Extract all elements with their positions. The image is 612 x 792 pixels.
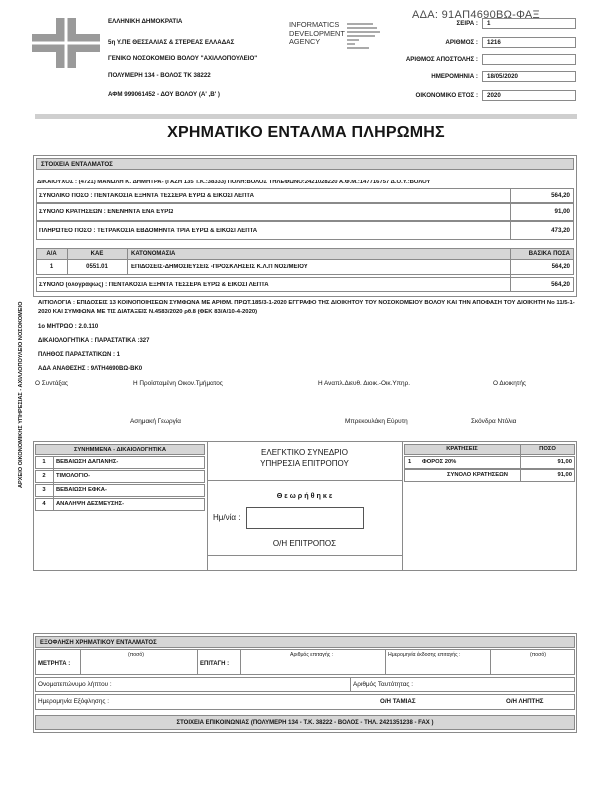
signature-title-deputy-director: Η Αναπλ.Διευθ. Διοικ.-Οικ.Υπηρ. (318, 380, 410, 387)
audit-signer: Ο/Η ΕΠΙΤΡΟΠΟΣ (272, 539, 337, 548)
signature-name-finance-head: Ασημακή Γεωργία (130, 418, 181, 425)
total-amount-value: 564,20 (551, 192, 570, 199)
items-col-description: ΚΑΤΟΝΟΜΑΣΙΑ (131, 251, 176, 257)
item-index: 1 (49, 264, 54, 270)
justification-text: ΑΙΤΙΟΛΟΓΙΑ : ΕΠΙΔΟΣΕΙΣ 13 ΚΟΙΝΟΠΟΙΗΣΕΩΝ ΣΥΜΦΩΝΑ ΜΕ ΑΡΙΘΜ. ΠΡΩΤ.185/3-1-2020 ΕΓΓΡΑΦΟ ΤΗΣ ΔΙΟΙΚΗΤΟΥ ΤΟΥ ΝΟΣΟΚΟΜΕΙΟΥ ΒΟΛΟΥ ΚΑΙ ΤΗΝ ΑΠΟΦΑΣΗ ΤΟΥ ΔΙΟΙΚΗΤΗ Νο 11/5-1-2020 ΚΑΙ ΣΥΜΦΩΝΑ ΜΕ ΤΙΣ ΔΙΑΤΑΞΕΙΣ Ν.4583/2020 ρθ.8 (ΦΕΚ 83/Α/10-4-2020) (38, 300, 575, 315)
attachments-heading: ΣΥΝΗΜΜΕΝΑ - ΔΙΚΑΙΟΛΟΓΗΤΙΚΑ (35, 444, 205, 455)
hospital-cross-logo-icon (32, 18, 100, 68)
attachment-text: ΤΙΜΟΛΟΓΙΟ- (56, 473, 91, 479)
items-col-amount: ΒΑΣΙΚΑ ΠΟΣΑ (528, 251, 570, 257)
items-col-kae: ΚΑΕ (90, 251, 104, 257)
header-line-taxid: ΑΦΜ 999061452 - ΔΟΥ ΒΟΛΟΥ (Α' ,Β' ) (108, 91, 220, 98)
payable-amount-value: 473,20 (551, 227, 570, 234)
deduction-value: 91,00 (557, 459, 572, 465)
fiscal-year-label: ΟΙΚΟΝΟΜΙΚΟ ΕΤΟΣ : (415, 92, 478, 99)
dispatch-number-value (482, 54, 576, 65)
agency-logo-line: INFORMATICS (289, 20, 340, 29)
cheque-label: ΕΠΙΤΑΓΗ : (200, 661, 230, 667)
deductions-total-value: 91,00 (557, 472, 572, 478)
dispatch-number-label: ΑΡΙΘΜΟΣ ΑΠΟΣΤΟΛΗΣ : (405, 56, 478, 63)
fiscal-year-value: 2020 (482, 90, 576, 101)
signature-name-governor: Σκόνδρα Ντόλια (471, 418, 517, 425)
page-title: ΧΡΗΜΑΤΙΚΟ ΕΝΤΑΛΜΑ ΠΛΗΡΩΜΗΣ (167, 124, 445, 141)
signature-title-author: Ο Συντάξας (35, 380, 68, 387)
deduction-name: ΦΟΡΟΣ 20% (422, 459, 457, 465)
agency-logo-line: DEVELOPMENT (289, 28, 345, 38)
receiver-label: Ο/Η ΛΗΠΤΗΣ (506, 698, 544, 705)
payment-row-recipient (35, 677, 575, 692)
attachment-text: ΒΕΒΑΙΩΣΗ ΔΑΠΑΝΗΣ- (56, 459, 119, 465)
deductions-amount-words: ΣΥΝΟΛΟ ΚΡΑΤΗΣΕΩΝ : ΕΝΕΝΗΝΤΑ ΕΝΑ ΕΥΡΩ (39, 209, 174, 215)
audit-service-title: ΥΠΗΡΕΣΙΑ ΕΠΙΤΡΟΠΟΥ (260, 459, 349, 468)
beneficiary-line: ΔΙΚΑΙΟΥΧΟΣ : (4721) ΜΑΝΩΛΗ Κ. ΔΗΜΗΤΡΑ- (ΓΑΖΗ 135 Τ.Κ.:38333) ΠΟΛΗ:ΒΟΛΟΣ ΤΗΛΕΦΩΝΟ:2421028220 Α.Φ.Μ.:147716757 Δ.Ο.Υ.:ΒΟΛΟΥ (37, 180, 431, 185)
cheque-amount-hint: (ποσό) (530, 652, 546, 658)
id-number-label: Αριθμός Ταυτότητας : (353, 681, 414, 688)
attachment-number: 1 (42, 459, 46, 465)
signature-title-governor: Ο Διοικητής (493, 380, 526, 387)
item-kae: 0551.01 (86, 264, 108, 270)
audit-date-label: Ημ/νία : (213, 513, 241, 522)
side-archive-note: ΑΡΧΕΙΟ ΟΙΚΟΝΟΜΙΚΗΣ ΥΠΗΡΕΣΙΑΣ - ΑΧΙΛΛΟΠΟΥΛΕΙΟ ΝΟΣΟΚΟΜΕΙΟ (18, 301, 25, 489)
items-total-words: ΣΥΝΟΛΟ (ολογράφως) : ΠΕΝΤΑΚΟΣΙΑ ΕΞΗΝΤΑ ΤΕΣΣΕΡΑ ΕΥΡΩ & ΕΙΚΟΣΙ ΛΕΠΤΑ (39, 282, 269, 288)
header-line-hospital: ΓΕΝΙΚΟ ΝΟΣΟΚΟΜΕΙΟ ΒΟΛΟΥ "ΑΧΙΛΛΟΠΟΥΛΕΙΟ" (108, 55, 258, 62)
series-label: ΣΕΙΡΑ : (456, 20, 478, 27)
number-value: 1216 (482, 37, 576, 48)
cash-amount-hint: (ποσό) (128, 652, 144, 658)
attachment-number: 2 (42, 473, 46, 479)
agency-logo-line: AGENCY (289, 37, 321, 47)
cash-label: ΜΕΤΡΗΤΑ : (38, 661, 71, 667)
header-line-region: 5η Υ.ΠΕ ΘΕΣΣΑΛΙΑΣ & ΣΤΕΡΕΑΣ ΕΛΛΑΔΑΣ (108, 39, 235, 46)
payment-date-label: Ημερομηνία Εξόφλησης : (38, 698, 110, 705)
recipient-name-label: Ονοματεπώνυμο λήπτου : (38, 681, 112, 688)
header-line-country: ΕΛΛΗΝΙΚΗ ΔΗΜΟΚΡΑΤΙΑ (108, 18, 183, 25)
series-value: 1 (482, 18, 576, 29)
attachment-text: ΒΕΒΑΙΩΣΗ ΕΦΚΑ- (56, 487, 107, 493)
deductions-amount-value: 91,00 (554, 208, 570, 215)
attachment-number: 4 (42, 501, 46, 507)
contact-footer: ΣΤΟΙΧΕΙΑ ΕΠΙΚΟΙΝΩΝΙΑΣ (ΠΟΛΥΜΕΡΗ 134 - Τ.Κ. 38222 - ΒΟΛΟΣ - ΤΗΛ. 2421351238 - FAX ) (35, 715, 575, 730)
documents-count-text: ΠΛΗΘΟΣ ΠΑΡΑΣΤΑΤΙΚΩΝ : 1 (38, 352, 120, 358)
deduction-number: 1 (408, 459, 412, 465)
deductions-col-name: ΚΡΑΤΗΣΕΙΣ (446, 446, 478, 452)
deductions-total-label: ΣΥΝΟΛΟ ΚΡΑΤΗΣΕΩΝ (447, 472, 508, 478)
ada-code: ΑΔΑ: 91ΑΠ4690ΒΩ-ΦΑΞ (412, 9, 540, 21)
deductions-col-amount: ΠΟΣΟ (539, 446, 556, 452)
order-section-heading: ΣΤΟΙΧΕΙΑ ΕΝΤΑΛΜΑΤΟΣ (36, 158, 574, 170)
items-total-value: 564,20 (551, 281, 570, 288)
documents-text: ΔΙΚΑΙΟΛΟΓΗΤΙΚΑ : ΠΑΡΑΣΤΑΤΙΚΑ :327 (38, 338, 150, 344)
item-amount: 564,20 (551, 264, 570, 270)
date-value: 18/05/2020 (482, 71, 576, 82)
item-description: ΕΠΙΔΟΣΕΙΣ-ΔΗΜΟΣΙΕΥΣΕΙΣ -ΠΡΟΣΚΛΗΣΕΙΣ Κ.Λ.Π ΝΟΣ/ΜΕΙΟΥ (131, 264, 308, 270)
audit-approved-text: Θ ε ω ρ ή θ η κ ε (276, 491, 333, 500)
signature-title-finance-head: Η Προϊσταμένη Οικον.Τμήματος (133, 380, 223, 387)
cashier-label: Ο/Η ΤΑΜΙΑΣ (380, 698, 416, 705)
payment-row-settlement (35, 694, 575, 710)
total-amount-words: ΣΥΝΟΛΙΚΟ ΠΟΣΟ : ΠΕΝΤΑΚΟΣΙΑ ΕΞΗΝΤΑ ΤΕΣΣΕΡΑ ΕΥΡΩ & ΕΙΚΟΣΙ ΛΕΠΤΑ (39, 193, 254, 199)
header-line-address: ΠΟΛΥΜΕΡΗ 134 - ΒΟΛΟΣ ΤΚ 38222 (108, 72, 211, 79)
cheque-date-label: Ημερομηνία έκδοσης επιταγής : (388, 652, 461, 658)
attachment-number: 3 (42, 487, 46, 493)
registry-text: 1ο ΜΗΤΡΩΟ : 2.0.110 (38, 324, 99, 330)
payable-amount-words: ΠΛΗΡΩΤΕΟ ΠΟΣΟ : ΤΕΤΡΑΚΟΣΙΑ ΕΒΔΟΜΗΝΤΑ ΤΡΙΑ ΕΥΡΩ & ΕΙΚΟΣΙ ΛΕΠΤΑ (39, 228, 258, 234)
number-label: ΑΡΙΘΜΟΣ : (445, 39, 478, 46)
items-col-index: Α/Α (46, 251, 57, 257)
payment-heading: ΕΞΟΦΛΗΣΗ ΧΡΗΜΑΤΙΚΟΥ ΕΝΤΑΛΜΑΤΟΣ (35, 636, 575, 648)
header-divider (35, 114, 577, 119)
cheque-number-label: Αριθμός επιταγής : (290, 652, 334, 658)
audit-court-title: ΕΛΕΓΚΤΙΚΟ ΣΥΝΕΔΡΙΟ (261, 448, 348, 457)
award-ada-text: ΑΔΑ ΑΝΑΘΕΣΗΣ : 9ΛΤΗ4690ΒΩ-ΒΚ0 (38, 366, 143, 372)
signature-name-deputy-director: Μπρεκουλάκη Εύρυτη (345, 418, 408, 425)
attachment-text: ΑΝΑΛΗΨΗ ΔΕΣΜΕΥΣΗΣ- (56, 501, 125, 507)
date-label: ΗΜΕΡΟΜΗΝΙΑ : (431, 73, 478, 80)
audit-date-box (246, 507, 364, 529)
